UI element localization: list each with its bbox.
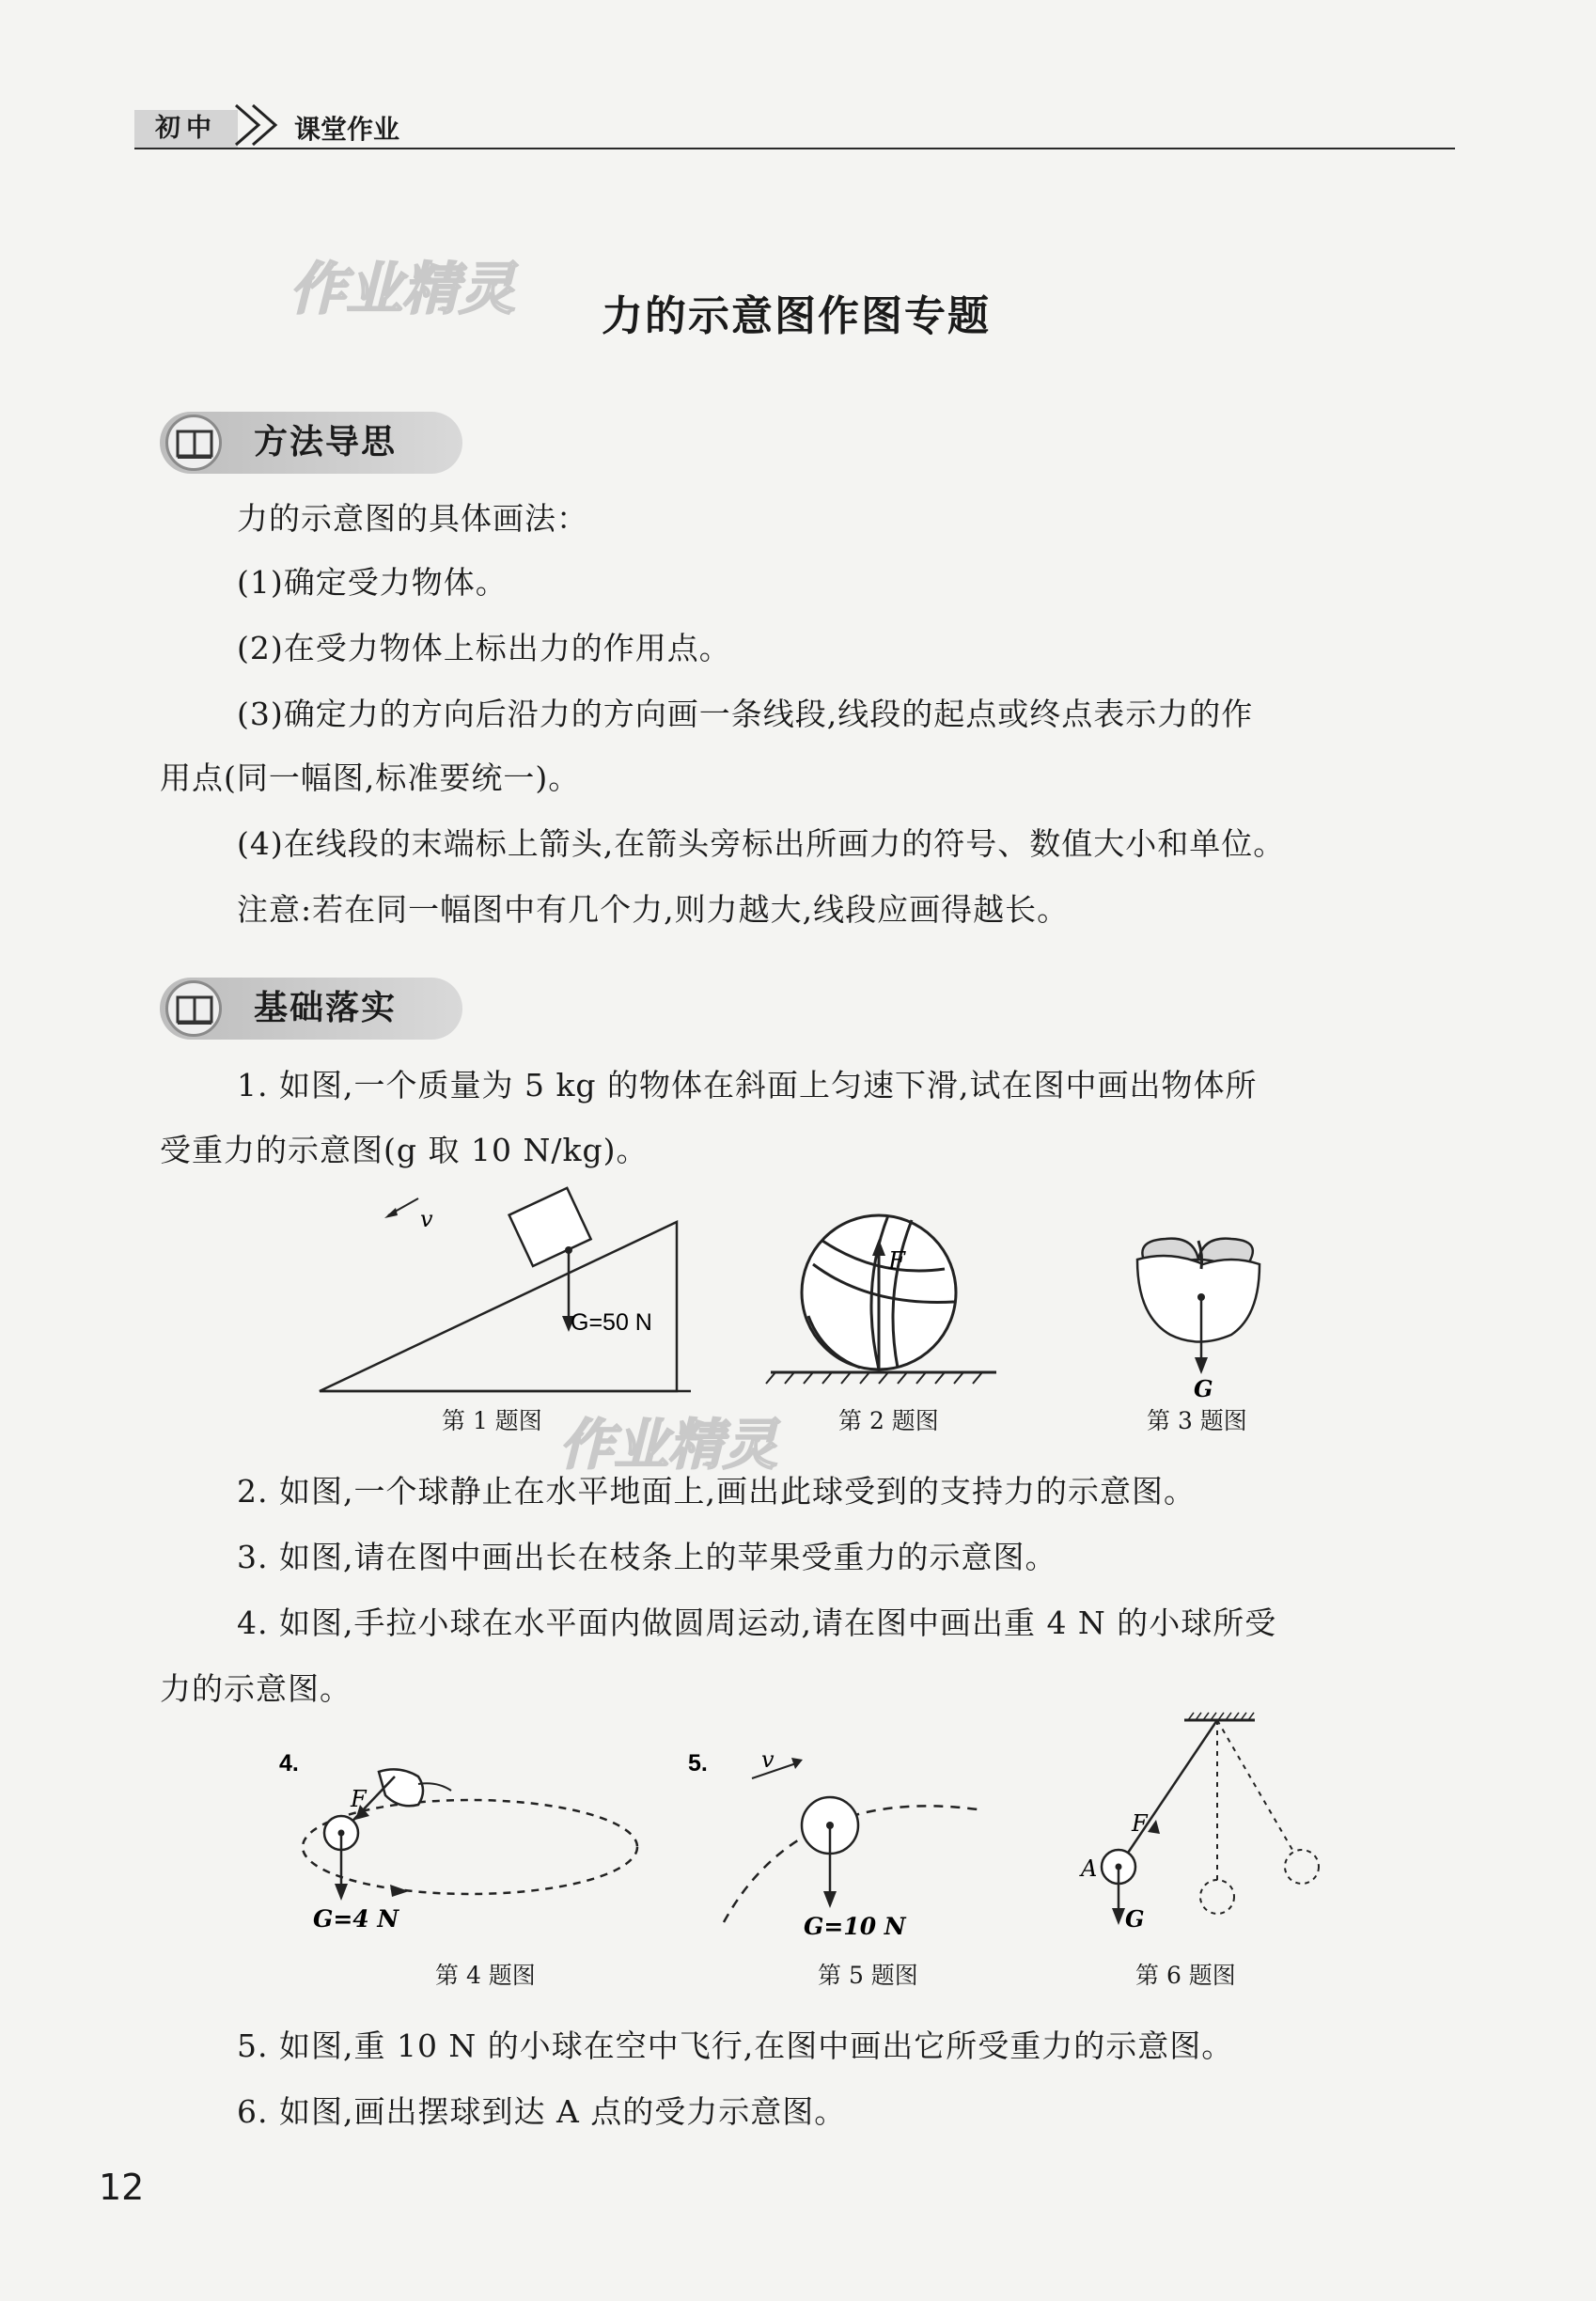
page-number: 12 (99, 2167, 145, 2208)
gravity-label: G (1194, 1375, 1213, 1401)
section-title: 基础落实 (254, 989, 398, 1027)
question-2: 2. 如图,一个球静止在水平地面上,画出此球受到的支持力的示意图。 (237, 1473, 1196, 1510)
watermark: 作业精灵 (559, 1413, 778, 1477)
method-note: 注意:若在同一幅图中有几个力,则力越大,线段应画得越长。 (237, 891, 1070, 928)
force-label: F (888, 1247, 906, 1276)
method-line: 力的示意图的具体画法： (237, 500, 588, 537)
ghost-ball (1200, 1880, 1234, 1914)
velocity-label: v (761, 1746, 775, 1773)
gravity-label: G (1125, 1905, 1145, 1933)
question-1: 受重力的示意图(g 取 10 N/kg)。 (160, 1132, 649, 1168)
method-line: (2)在受力物体上标出力的作用点。 (237, 630, 731, 666)
figure-projectile (677, 1739, 996, 1946)
header-series: 课堂作业 (294, 114, 400, 145)
force-label: F (351, 1786, 367, 1812)
question-6: 6. 如图,画出摆球到达 A 点的受力示意图。 (237, 2093, 847, 2130)
figure-circular-motion (268, 1739, 644, 1946)
method-line: 用点(同一幅图,标准要统一)。 (160, 759, 581, 796)
figure-apple (1109, 1222, 1297, 1401)
page-title: 力的示意图作图专题 (602, 292, 991, 340)
header-tag: 初中 (134, 110, 238, 148)
book-icon (176, 428, 213, 460)
figure-number: 4. (279, 1750, 299, 1777)
string (1119, 1720, 1217, 1867)
question-5: 5. 如图,重 10 N 的小球在空中飞行,在图中画出它所受重力的示意图。 (237, 2027, 1234, 2064)
figure-ball (757, 1213, 1020, 1391)
ghost-ball (1285, 1850, 1319, 1884)
method-line: (1)确定受力物体。 (237, 564, 508, 601)
question-3: 3. 如图,请在图中画出长在枝条上的苹果受重力的示意图。 (237, 1539, 1057, 1575)
gravity-label: G=10 N (804, 1913, 906, 1940)
method-line: (3)确定力的方向后沿力的方向画一条线段,线段的起点或终点表示力的作 (237, 696, 1254, 732)
incline-triangle (320, 1222, 677, 1391)
question-1: 1. 如图,一个质量为 5 kg 的物体在斜面上匀速下滑,试在图中画出物体所 (237, 1067, 1258, 1104)
book-icon (176, 994, 213, 1025)
header-rule (134, 148, 1455, 149)
figure-incline (315, 1180, 700, 1396)
caption: 第 1 题图 (442, 1407, 542, 1434)
block (509, 1188, 591, 1266)
velocity-label: v (420, 1206, 433, 1232)
point-label: A (1081, 1855, 1098, 1882)
caption: 第 2 题图 (838, 1407, 939, 1434)
double-chevron-icon (230, 102, 287, 149)
section-header-method (160, 412, 462, 474)
section-title: 方法导思 (254, 423, 398, 462)
watermark: 作业精灵 (289, 257, 515, 322)
question-4: 力的示意图。 (160, 1670, 352, 1707)
figure-pendulum (1062, 1709, 1344, 1944)
method-line: (4)在线段的末端标上箭头,在箭头旁标出所画力的符号、数值大小和单位。 (237, 825, 1286, 862)
caption: 第 4 题图 (435, 1962, 536, 1989)
gravity-label: G=4 N (313, 1905, 399, 1933)
caption: 第 5 题图 (818, 1962, 918, 1989)
orbit-path (303, 1800, 637, 1894)
section-header-basics (160, 978, 462, 1040)
caption: 第 3 题图 (1147, 1407, 1247, 1434)
force-label: F (1132, 1810, 1148, 1837)
figure-number: 5. (688, 1750, 708, 1777)
caption: 第 6 题图 (1135, 1962, 1236, 1989)
gravity-label: G=50 N (571, 1309, 652, 1336)
question-4: 4. 如图,手拉小球在水平面内做圆周运动,请在图中画出重 4 N 的小球所受 (237, 1604, 1277, 1641)
